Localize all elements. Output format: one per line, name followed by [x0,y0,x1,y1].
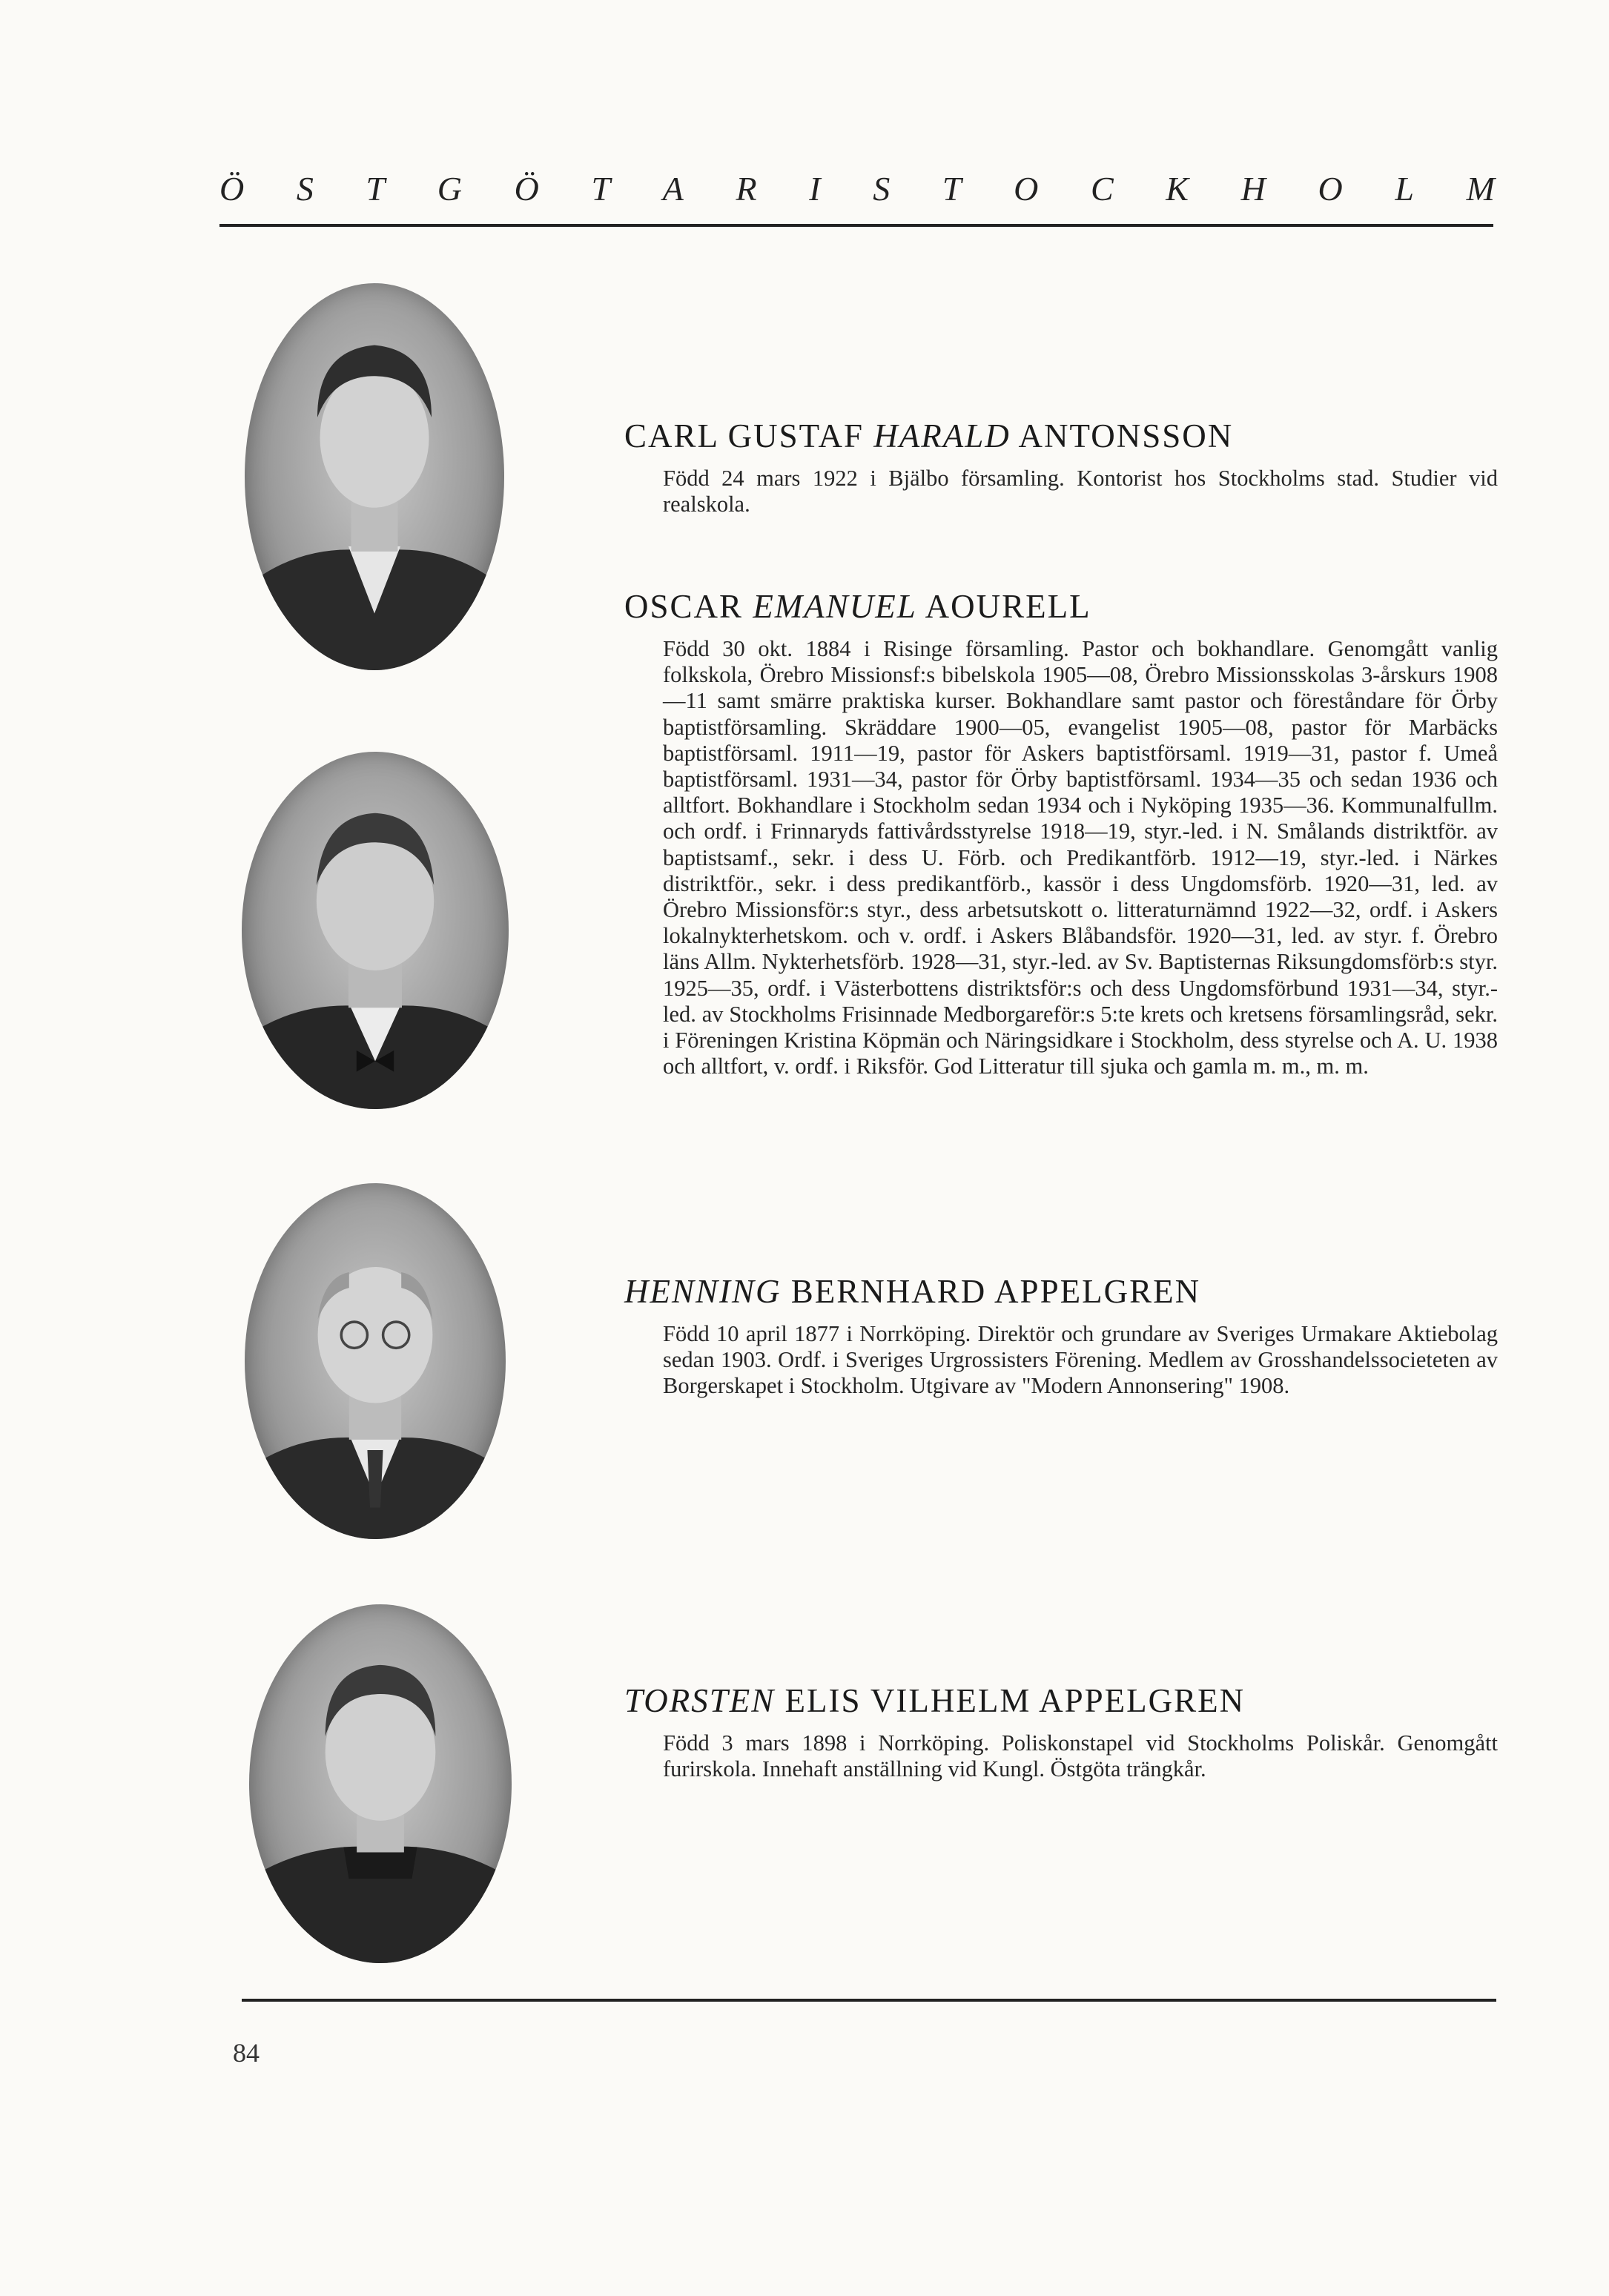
portrait-aourell [242,752,509,1109]
portrait-torsten-appelgren [249,1604,512,1963]
running-head-letter: G [437,170,462,208]
running-head-letter: K [1166,170,1189,208]
entry-bio: Född 24 mars 1922 i Bjälbo församling. Kontorist hos Stockholms stad. Studier vid realskola. [663,466,1498,517]
running-head-letter: M [1466,170,1495,208]
entry-torsten-appelgren [624,1681,1498,1782]
name-given: TORSTEN [624,1682,776,1719]
name-before: OSCAR [624,588,753,625]
header-rule [219,224,1493,227]
entry-name [624,417,1498,455]
running-head-letter: S [873,170,891,208]
portrait-antonsson [245,283,504,670]
running-head-letter: L [1395,170,1414,208]
running-head-letter: T [366,170,386,208]
entry-name [624,587,1498,626]
running-head-letter: Ö [219,170,245,208]
running-head-letter: Ö [514,170,539,208]
entry-name [624,1272,1498,1311]
footer-rule [242,1999,1496,2002]
running-head-letter: T [591,170,611,208]
running-head-letter: A [662,170,684,208]
portrait-henning-appelgren [245,1183,506,1539]
running-head-letter: O [1014,170,1039,208]
name-after: ELIS VILHELM APPELGREN [775,1682,1246,1719]
running-head [219,169,1495,208]
running-head-letter: T [942,170,962,208]
entry-aourell [624,587,1498,1079]
entry-name [624,1681,1498,1720]
name-given: HARALD [873,417,1011,454]
name-given: EMANUEL [753,588,917,625]
entry-bio: Född 30 okt. 1884 i Risinge församling. Pastor och bokhandlare. Genomgått vanlig folkskola, Örebro Missionsf:s bibelskola 1905—08, Örebro Missionsskolas 3-årskurs 1908—11 samt smärre praktiska kurser. Bokhandlare samt pastor och föreståndare för Örby baptistförsamling. Skräddare 1900—05, evangelist 1905—08, pastor för Marbäcks baptistförsaml. 1911—19, pastor för Askers baptistförsaml. 1919—31, pastor f. Umeå baptistförsaml. 1931—34, pastor för Örby baptistförsaml. 1934—35 och sedan 1936 och alltfort. Bokhandlare i Stockholm sedan 1934 och i Nyköping 1935—36. Kommunalfullm. och ordf. i Frinnaryds fattivårdsstyrelse 1918—19, styr.-led. i N. Smålands distriktför. av baptistsamf., sekr. i dess U. Förb. och Predikantförb. 1912—19, styr.-led. i Närkes distriktför., sekr. i dess predikantförb., kassör i dess Ungdomsförb. 1920—31, led. av Örebro Missionsför:s styr., dess arbetsutskott o. litteraturnämnd 1922—32, ordf. i Askers lokalnykterhetskom. och v. ordf. i Askers Blåbandsför. 1920—31, led. av styr. f. Örebro läns Allm. Nykterhetsförb. 1928—31, styr.-led. av Sv. Baptisternas Riksungdomsförb:s styr. 1925—35, ordf. i Västerbottens distriktsför:s och dess Ungdomsförbund 1931—34, styr.-led. av Stockholms Frisinnade Medborgareför:s 5:te krets och kretsens församlingsråd, sekr. i Föreningen Kristina Köpmän och Näringsidkare i Stockholm, dess styrelse och A. U. 1938 och alltfort, v. ordf. i Riksför. God Litteratur till sjuka och gamla m. m., m. m. [663,636,1498,1079]
page-number: 84 [233,2038,260,2068]
running-head-letter: R [736,170,757,208]
name-after: BERNHARD APPELGREN [781,1273,1201,1310]
entry-henning-appelgren [624,1272,1498,1400]
running-head-letter: S [296,170,314,208]
name-before: CARL GUSTAF [624,417,874,454]
running-head-letter: I [809,170,821,208]
entry-bio: Född 3 mars 1898 i Norrköping. Poliskonstapel vid Stockholms Poliskår. Genomgått furirskola. Innehaft anställning vid Kungl. Östgöta trängkår. [663,1730,1498,1782]
running-head-letter: C [1090,170,1114,208]
entry-bio: Född 10 april 1877 i Norrköping. Direktör och grundare av Sveriges Urmakare Aktiebolag sedan 1903. Ordf. i Sveriges Urgrossisters Förening. Medlem av Grosshandelssocieteten av Borgerskapet i Stockholm. Utgivare av "Modern Annonsering" 1908. [663,1321,1498,1399]
name-after: ANTONSSON [1010,417,1234,454]
running-head-letter: H [1240,170,1266,208]
entry-antonsson [624,417,1498,517]
running-head-letter: O [1318,170,1343,208]
name-after: AOURELL [916,588,1091,625]
name-given: HENNING [624,1273,782,1310]
